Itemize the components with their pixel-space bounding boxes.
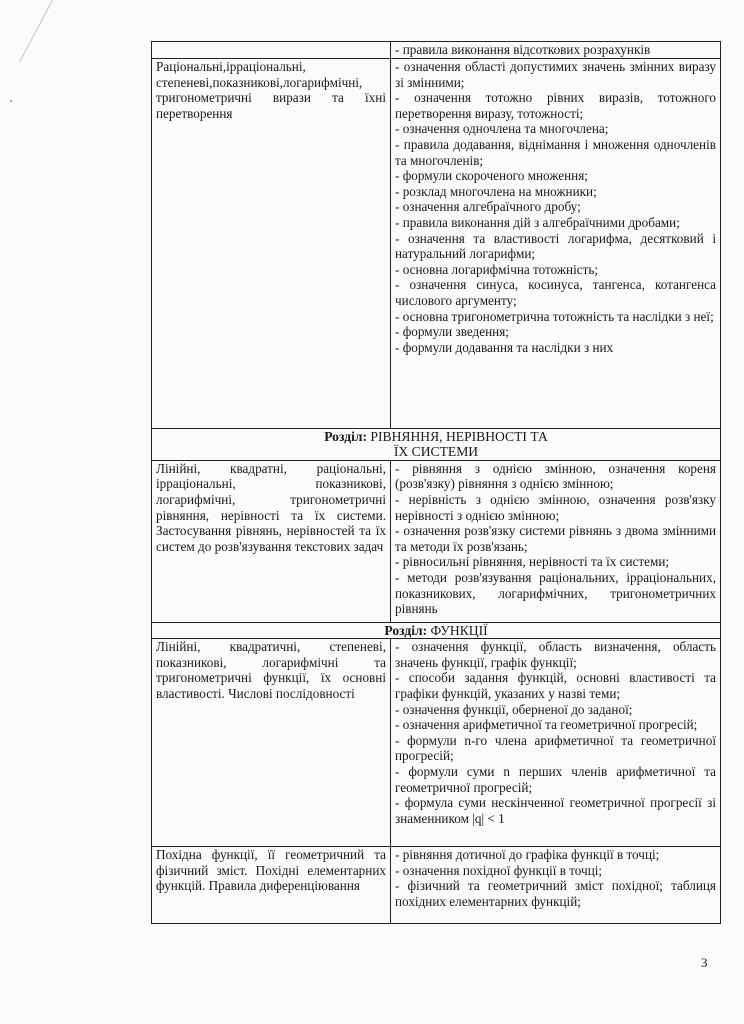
list-item: - правила виконання відсоткових розрахунків: [395, 42, 651, 57]
section-title-line1: РІВНЯННЯ, НЕРІВНОСТІ ТА: [367, 429, 548, 444]
table-row: [152, 42, 721, 59]
list-item: - методи розв'язування раціональних, ірраціональних, показникових, логарифмічних, тригонометричних рівнянь: [395, 569, 716, 617]
requirements-cell: [391, 847, 721, 924]
section-heading: [152, 429, 721, 461]
requirements-cell: [391, 42, 721, 59]
list-item: - рівносильні рівняння, нерівності та їх системи;: [395, 554, 670, 570]
list-item: - основна логарифмічна тотожність;: [395, 261, 599, 277]
section-heading: [152, 622, 721, 638]
list-item: - способи задання функцій, основні властивості та графіки функцій, указаних у назві теми;: [395, 670, 716, 701]
list-item: - формули додавання та наслідки з них: [395, 339, 614, 355]
section-title: ФУНКЦІЇ: [427, 622, 488, 638]
requirements-cell: [391, 639, 721, 847]
requirements-cell: [391, 59, 721, 429]
requirements-cell: [391, 460, 721, 622]
section-title-line2: ЇХ СИСТЕМИ: [393, 444, 479, 460]
list-item: - означення та властивості логарифма, десятковий і натуральний логарифми;: [395, 230, 716, 262]
list-item: - означення функції, область визначення, область значень функції, графік функції;: [395, 639, 716, 670]
list-item: - розклад многочлена на множники;: [395, 183, 597, 199]
list-item: - основна тригонометрична тотожність та наслідки з неї;: [395, 308, 714, 324]
section-row: [152, 429, 721, 461]
topic-cell: Лінійні, квадратні, раціональні, ірраціональні, показникові, логарифмічні, тригонометричні рівняння, нерівності та їх системи. Застосування рівнянь, нерівностей та їх систем до розв'язування текстових задач: [152, 460, 391, 622]
page-number: 3: [701, 955, 708, 970]
list-item: - означення похідної функції в точці;: [395, 862, 603, 878]
topic-cell: Похідна функції, її геометричний та фізичний зміст. Похідні елементарних функцій. Правила диференціювання: [152, 847, 391, 924]
section-label: Розділ:: [384, 622, 428, 638]
list-item: - рівняння дотичної до графіка функції в точці;: [395, 847, 660, 863]
list-item: - означення алгебраїчного дробу;: [395, 199, 581, 215]
list-item: - означення одночлена та многочлена;: [395, 121, 609, 137]
list-item: - означення тотожно рівних виразів, тотожного перетворення виразу, тотожності;: [395, 90, 716, 121]
list-item: - формула суми нескінченної геометричної прогресії зі знаменником |q| < 1: [395, 795, 716, 826]
list-item: - фізичний та геометричний зміст похідної; таблиця похідних елементарних функцій;: [395, 878, 716, 909]
list-item: - формули зведення;: [395, 324, 509, 340]
list-item: - формули скороченого множення;: [395, 168, 588, 184]
table-row: [152, 639, 721, 847]
list-item: - означення розв'язку системи рівнянь з двома змінними та методи їх розв'язань;: [395, 523, 716, 554]
section-row: [152, 622, 721, 638]
table-row: [152, 59, 721, 429]
table-row: [152, 847, 721, 924]
list-item: - формули n-го члена арифметичної та геометричної прогресій;: [395, 732, 716, 764]
list-item: - означення функції, оберненої до заданої;: [395, 701, 633, 717]
list-item: - формули суми n перших членів арифметичної та геометричної прогресій;: [395, 763, 716, 795]
list-item: - правила додавання, віднімання і множення одночленів та многочленів;: [395, 136, 716, 168]
syllabus-table: [151, 41, 721, 924]
topic-cell: [152, 42, 391, 59]
list-item: - означення синуса, косинуса, тангенса, котангенса числового аргументу;: [395, 277, 716, 308]
list-item: - означення арифметичної та геометричної прогресій;: [395, 717, 698, 733]
scan-artifact-line: [19, 0, 53, 62]
list-item: - означення області допустимих значень змінних виразу зі змінними;: [395, 59, 716, 90]
topic-cell: Раціональні,ірраціональні, степеневі,показникові,логарифмічні, тригонометричні вирази та їхні перетворення: [152, 59, 391, 429]
table-row: [152, 460, 721, 622]
list-item: - рівняння з однією змінною, означення кореня (розв'язку) рівняння з однією змінною;: [395, 460, 716, 492]
list-item: - нерівність з однією змінною, означення розв'язку нерівності з однією змінною;: [395, 492, 716, 523]
list-item: - правила виконання дій з алгебраїчними дробами;: [395, 214, 680, 230]
topic-cell: Лінійні, квадратичні, степеневі, показникові, логарифмічні та тригонометричні функції, їх основні властивості. Числові послідовності: [152, 639, 391, 847]
section-label: Розділ:: [324, 429, 368, 444]
scan-artifact-dot: [10, 100, 12, 102]
